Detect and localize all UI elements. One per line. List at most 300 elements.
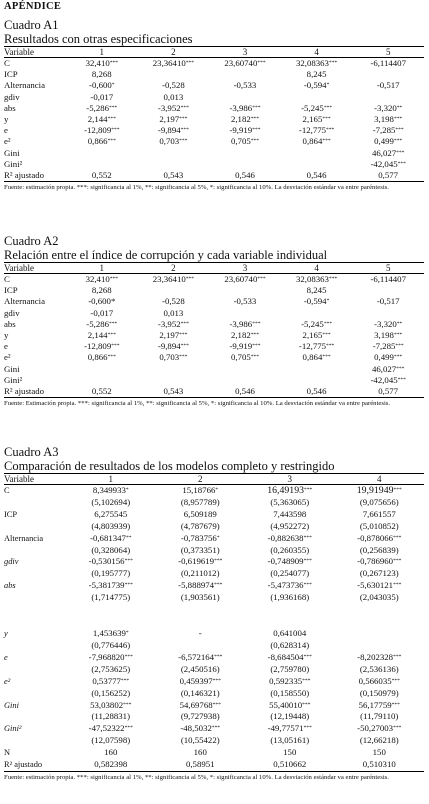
cell-value: 150 <box>372 747 386 758</box>
cell-value: (0,195777) <box>91 568 131 579</box>
significance-stars: *** <box>328 60 338 66</box>
cuadro-a3-label: Cuadro A3 <box>4 445 59 459</box>
table-cell <box>66 330 138 341</box>
row-label: y <box>4 629 8 639</box>
column-header: 1 <box>66 47 138 58</box>
cell-value: -5,381739 <box>88 580 125 591</box>
table-cell <box>156 533 246 545</box>
cell-value: -42,045 <box>370 374 398 385</box>
cell-value: (4,803939) <box>91 520 131 531</box>
cell-value: -0,681347 <box>90 532 126 543</box>
significance-stars: * <box>125 630 129 637</box>
table-cell <box>156 604 246 616</box>
cell-value: -0,594 <box>303 296 327 307</box>
significance-stars: *** <box>107 116 116 123</box>
cell-value: (11,28831) <box>91 711 131 722</box>
table-row <box>4 69 424 80</box>
table-row <box>4 580 424 592</box>
table-cell <box>335 688 425 700</box>
cell-value: 46,027 <box>371 147 397 158</box>
column-header: 1 <box>66 474 156 485</box>
cell-value: 0,510662 <box>273 759 307 770</box>
cell-value: 3,198 <box>374 330 394 341</box>
table-cell <box>209 170 281 182</box>
row-label <box>4 735 66 747</box>
table-cell <box>209 364 281 375</box>
table-cell <box>245 711 335 723</box>
table-row <box>4 688 424 700</box>
column-header: 1 <box>66 263 138 274</box>
row-label: e² <box>4 136 11 147</box>
table-cell <box>66 640 156 652</box>
significance-stars: *** <box>109 60 119 66</box>
table-row <box>4 125 424 136</box>
significance-stars: *** <box>124 653 133 660</box>
cuadro-a3-table <box>4 473 424 772</box>
table-cell <box>138 375 210 386</box>
table-row <box>4 485 424 497</box>
cell-value: -0,533 <box>233 296 257 307</box>
cell-value: 0,546 <box>235 170 255 181</box>
significance-stars: *** <box>124 725 133 732</box>
cell-value: 0,546 <box>306 386 327 397</box>
table-cell <box>335 676 425 688</box>
row-label: y <box>4 114 9 125</box>
table-row <box>4 386 424 398</box>
significance-stars: *** <box>252 320 261 327</box>
column-header: Variable <box>4 263 66 274</box>
cell-value: -0,017 <box>90 91 114 102</box>
significance-stars: *** <box>302 677 311 684</box>
table-cell <box>66 308 138 319</box>
significance-stars: *** <box>212 701 221 708</box>
significance-stars: * <box>216 534 220 541</box>
table-cell <box>66 274 138 286</box>
cell-value: -0,533 <box>233 80 257 91</box>
column-header: 3 <box>209 47 281 58</box>
table-cell <box>138 364 210 375</box>
table-cell <box>138 148 210 159</box>
significance-stars: *** <box>397 160 406 167</box>
cell-value: -6,114407 <box>370 58 406 68</box>
cell-value: 6,275545 <box>94 508 128 519</box>
cell-value: 0,577 <box>378 170 399 181</box>
cell-value: -0,748909 <box>267 556 304 567</box>
table-cell <box>281 285 353 296</box>
row-label: abs <box>4 581 16 591</box>
row-label: Alternancia <box>4 533 44 543</box>
table-cell <box>245 545 335 557</box>
table-row <box>4 521 424 533</box>
table-cell <box>138 92 210 103</box>
table-cell <box>209 352 281 363</box>
table-cell <box>281 170 353 182</box>
table-cell <box>245 700 335 712</box>
table-cell <box>352 364 424 375</box>
table-row <box>4 592 424 604</box>
cell-value: 0,013 <box>163 91 184 102</box>
table-cell <box>156 640 246 652</box>
table-cell <box>138 319 210 330</box>
cell-value: - <box>198 628 202 639</box>
significance-stars: *** <box>252 127 261 134</box>
significance-stars: *** <box>393 116 403 123</box>
cell-value: 7,443598 <box>273 508 307 519</box>
table-cell <box>335 556 425 568</box>
table-cell <box>335 723 425 735</box>
cuadro-a1-label: Cuadro A1 <box>4 18 59 32</box>
table-cell <box>245 568 335 580</box>
significance-stars: *** <box>395 127 404 134</box>
table-cell <box>352 114 424 125</box>
table-cell <box>156 521 246 533</box>
table-row <box>4 148 424 159</box>
cell-value: -5,245 <box>301 318 324 329</box>
significance-stars: *** <box>250 116 259 123</box>
table-cell <box>281 274 353 286</box>
cell-value: -0,783756 <box>180 532 217 543</box>
cell-value: 0,499 <box>374 352 394 363</box>
table-cell <box>209 341 281 352</box>
table-cell <box>281 308 353 319</box>
table-cell <box>66 341 138 352</box>
table-cell <box>281 159 353 170</box>
cuadro-a1-table <box>4 46 424 182</box>
significance-stars: *** <box>326 343 335 350</box>
table-cell <box>352 274 424 286</box>
table-cell <box>66 58 138 70</box>
table-row <box>4 533 424 545</box>
table-cell <box>66 545 156 557</box>
table-cell <box>66 364 138 375</box>
table-row <box>4 676 424 688</box>
table-cell <box>245 521 335 533</box>
table-cell <box>156 723 246 735</box>
cell-value: 2,182 <box>230 114 251 125</box>
cell-value: -49,77571 <box>267 723 304 734</box>
significance-stars: *** <box>396 149 405 156</box>
table-cell <box>352 308 424 319</box>
cell-value: -0,786960 <box>357 556 394 567</box>
table-cell <box>352 386 424 398</box>
table-cell <box>352 103 424 114</box>
table-cell <box>209 274 281 286</box>
significance-stars: *** <box>396 365 405 372</box>
cell-value: -50,27003 <box>357 723 394 734</box>
table-cell <box>245 604 335 616</box>
table-cell <box>156 497 246 509</box>
significance-stars: *** <box>395 343 404 350</box>
table-row <box>4 274 424 286</box>
table-row <box>4 664 424 676</box>
row-label <box>4 592 66 604</box>
table-cell <box>245 592 335 604</box>
table-cell <box>66 759 156 771</box>
cell-value: -5,245 <box>301 102 324 113</box>
cell-value: 54,69768 <box>179 699 213 710</box>
table-cell <box>335 485 425 497</box>
table-cell <box>138 114 210 125</box>
table-cell <box>281 58 353 70</box>
cell-value: 3,198 <box>374 114 394 125</box>
significance-stars: *** <box>124 558 133 565</box>
significance-stars: *** <box>109 104 118 111</box>
table-cell <box>281 386 353 398</box>
cuadro-a3-body <box>4 485 424 772</box>
cell-value: -9,894 <box>157 341 181 352</box>
significance-stars: *** <box>179 332 188 339</box>
cell-value: -0,528 <box>162 80 185 91</box>
significance-stars: * <box>111 82 115 89</box>
cell-value: 8,245 <box>306 69 327 80</box>
table-cell <box>352 375 424 386</box>
row-label: ICP <box>4 285 18 296</box>
table-cell <box>352 58 424 70</box>
significance-stars: *** <box>107 332 116 339</box>
table-cell <box>352 148 424 159</box>
table-cell <box>245 664 335 676</box>
table-cell <box>138 352 210 363</box>
significance-stars: *** <box>322 116 331 123</box>
cell-value: (0,256839) <box>359 544 399 555</box>
table-cell <box>66 285 138 296</box>
table-cell <box>66 676 156 688</box>
cell-value: 160 <box>104 747 118 758</box>
row-label: C <box>4 274 10 284</box>
cell-value: -3,986 <box>229 318 253 329</box>
significance-stars: *** <box>180 343 189 350</box>
table-cell <box>245 497 335 509</box>
table-row <box>4 296 424 307</box>
significance-stars: *** <box>393 332 403 339</box>
table-cell <box>352 285 424 296</box>
significance-stars: *** <box>303 653 312 660</box>
cell-value: (0,373351) <box>180 544 220 555</box>
cell-value: 1,453639 <box>92 628 126 639</box>
column-header: Variable <box>4 47 66 58</box>
significance-stars: *** <box>257 276 266 282</box>
cell-value: (12,07598) <box>91 735 131 746</box>
cell-value: -9,919 <box>229 341 253 352</box>
table-cell <box>66 652 156 664</box>
cell-value: -3,320 <box>374 318 397 329</box>
significance-stars: *** <box>107 354 116 361</box>
cell-value: -0,600 <box>89 80 112 91</box>
table-cell <box>352 80 424 91</box>
significance-stars: *** <box>393 582 402 589</box>
table-cell <box>156 616 246 628</box>
cuadro-a2-table <box>4 262 424 398</box>
column-header: 4 <box>281 47 353 58</box>
cell-value: -7,285 <box>372 125 396 136</box>
table-cell <box>245 556 335 568</box>
table-cell <box>138 285 210 296</box>
cell-value: 6,509189 <box>183 508 217 519</box>
table-cell <box>209 159 281 170</box>
table-cell <box>335 604 425 616</box>
cell-value: (5,010852) <box>359 520 399 531</box>
table-cell <box>156 688 246 700</box>
table-row <box>4 170 424 182</box>
table-cell <box>138 386 210 398</box>
significance-stars: * <box>215 487 219 493</box>
row-label <box>4 616 66 628</box>
cell-value: 0,705 <box>230 352 251 363</box>
table-row <box>4 652 424 664</box>
table-cell <box>281 69 353 80</box>
table-row <box>4 711 424 723</box>
cell-value: 8,268 <box>91 69 112 80</box>
table-cell <box>66 386 138 398</box>
cell-value: -12,809 <box>84 341 112 352</box>
row-label: e <box>4 652 8 662</box>
table-cell <box>352 296 424 307</box>
table-row <box>4 159 424 170</box>
significance-stars: * <box>326 298 330 305</box>
table-cell <box>66 170 138 182</box>
table-header-row <box>4 474 424 485</box>
table-cell <box>335 545 425 557</box>
table-cell <box>156 545 246 557</box>
table-cell <box>352 125 424 136</box>
significance-stars: *** <box>302 701 311 708</box>
significance-stars: *** <box>212 677 221 684</box>
table-cell <box>335 533 425 545</box>
table-cell <box>352 92 424 103</box>
cell-value: -3,986 <box>229 102 253 113</box>
significance-stars: *** <box>185 60 195 66</box>
table-cell <box>66 592 156 604</box>
row-label: e <box>4 341 8 352</box>
table-cell <box>281 80 353 91</box>
column-header: Variable <box>4 474 66 485</box>
cuadro-a2-note: Fuente: Estimación propia. ***: significancia al 1%, **: significancia al 5%, *: significancia al 10%. La desviación estándar va entre paréntesis. <box>4 400 391 408</box>
cuadro-a1 <box>4 18 424 192</box>
row-label: Gini <box>4 700 19 710</box>
significance-stars: *** <box>322 332 331 339</box>
row-label: R² ajustado <box>4 386 66 398</box>
cell-value: -0,528 <box>162 296 185 307</box>
cell-value: 0,705 <box>230 136 251 147</box>
row-label: gdiv <box>4 557 19 567</box>
table-header-row <box>4 263 424 274</box>
row-label: Gini² <box>4 374 23 385</box>
cell-value: 23,36410 <box>152 58 186 68</box>
table-cell <box>209 375 281 386</box>
row-label: C <box>4 58 10 68</box>
column-header: 4 <box>281 263 353 274</box>
significance-stars: *** <box>303 725 312 732</box>
table-cell <box>156 485 246 497</box>
cell-value: 7,661557 <box>362 508 396 519</box>
significance-stars: *** <box>322 354 331 361</box>
significance-stars: *** <box>328 276 338 282</box>
table-cell <box>281 114 353 125</box>
table-cell <box>138 80 210 91</box>
table-cell <box>335 759 425 771</box>
table-cell <box>156 580 246 592</box>
cell-value: 0,566035 <box>358 675 392 686</box>
table-row <box>4 759 424 771</box>
table-cell <box>335 580 425 592</box>
table-cell <box>66 700 156 712</box>
cell-value: -48,5032 <box>180 723 212 734</box>
table-cell <box>335 652 425 664</box>
cell-value: (11,79110) <box>360 711 399 722</box>
significance-stars: *** <box>180 127 189 134</box>
significance-stars: *** <box>107 138 116 145</box>
significance-stars: *** <box>252 104 261 111</box>
significance-stars: *** <box>393 725 402 732</box>
cell-value: (5,363065) <box>270 496 310 507</box>
cell-value: 16,49193 <box>267 485 304 496</box>
cell-value: 0,592335 <box>269 675 303 686</box>
cell-value: (1,903561) <box>180 592 220 603</box>
cell-value: (8,957789) <box>180 496 220 507</box>
table-cell <box>335 568 425 580</box>
cell-value: -7,968820 <box>88 651 125 662</box>
significance-stars: *** <box>257 60 266 66</box>
cuadro-a3-note: Fuente: estimación propia. ***: significancia al 1%, **: significancia al 5%, *: significancia al 10%. La desviación estándar va entre paréntesis. <box>4 773 389 781</box>
row-label <box>4 688 66 700</box>
table-cell <box>209 148 281 159</box>
table-row <box>4 700 424 712</box>
row-label: R² ajustado <box>4 759 66 771</box>
cell-value: 150 <box>283 747 297 758</box>
row-label: Gini² <box>4 158 23 169</box>
cell-value: (1,936168) <box>270 592 310 603</box>
cell-value: (0,156252) <box>91 687 131 698</box>
cell-value: -3,952 <box>157 318 181 329</box>
table-cell <box>156 652 246 664</box>
significance-stars: *** <box>179 354 188 361</box>
row-label: Gini <box>4 363 20 374</box>
cell-value: 55,40010 <box>269 699 303 710</box>
table-cell <box>245 616 335 628</box>
cell-value: 2,144 <box>87 114 108 125</box>
significance-stars: *** <box>179 138 188 145</box>
row-label: ICP <box>4 509 18 519</box>
table-cell <box>335 735 425 747</box>
table-row <box>4 114 424 125</box>
cell-value: 0,58951 <box>185 759 215 770</box>
table-cell <box>66 616 156 628</box>
table-cell <box>66 556 156 568</box>
table-cell <box>66 664 156 676</box>
table-cell <box>156 509 246 521</box>
cell-value: -6,572164 <box>178 651 215 662</box>
table-cell <box>352 341 424 352</box>
cell-value: (5,102694) <box>91 496 131 507</box>
cell-value: (0,150979) <box>359 687 399 698</box>
significance-stars: *** <box>391 701 400 708</box>
cell-value: 23,36410 <box>152 274 186 284</box>
cell-value: (0,628314) <box>270 639 310 650</box>
cell-value: 0,499 <box>374 136 394 147</box>
row-label <box>4 640 66 652</box>
row-label <box>4 664 66 676</box>
cuadro-a3 <box>4 445 424 782</box>
cell-value: 0,543 <box>163 170 184 181</box>
cell-value: 15,18766 <box>182 485 216 495</box>
cell-value: 0,459397 <box>179 675 213 686</box>
row-label: y <box>4 330 9 341</box>
table-cell <box>352 352 424 363</box>
cell-value: (2,450516) <box>180 663 220 674</box>
table-cell <box>66 485 156 497</box>
table-cell <box>281 341 353 352</box>
significance-stars: *** <box>393 138 403 145</box>
